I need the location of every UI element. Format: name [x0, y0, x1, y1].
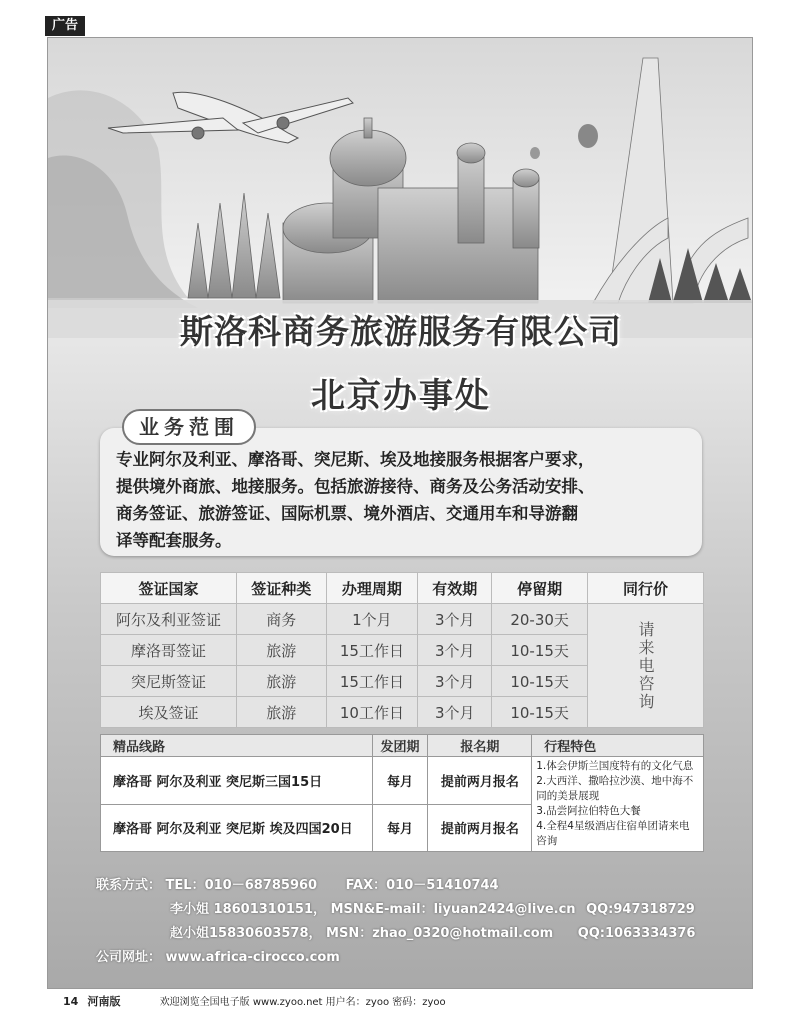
scope-line: 商务签证、旅游签证、国际机票、境外酒店、交通用车和导游翻: [116, 504, 578, 523]
scope-line: 译等配套服务。: [116, 531, 232, 550]
page-footer: [63, 993, 763, 1009]
company-title: 斯洛科商务旅游服务有限公司: [180, 312, 622, 351]
visa-cell: 10-15天: [492, 635, 588, 666]
visa-cell: 3个月: [418, 697, 492, 728]
visa-cell: 1个月: [326, 604, 418, 635]
price-note: 请来电咨询: [587, 604, 703, 728]
contact-tel: TEL：010－68785960: [165, 878, 318, 893]
feature-item: 1.体会伊斯兰国度特有的文化气息: [536, 760, 694, 772]
contact-line-2: 李小姐 18601310151， MSN&E-mail：liyuan2424@live.cn QQ:947318729: [170, 898, 753, 917]
website-label: 公司网址：: [96, 950, 162, 965]
scope-text: [116, 446, 696, 554]
edition-label: 河南版: [87, 995, 121, 1008]
visa-header: 签证国家: [101, 573, 237, 604]
contact-msn: MSN&E-mail：liyuan2424@live.cn: [330, 902, 576, 917]
visa-cell: 阿尔及利亚签证: [101, 604, 237, 635]
route-table: [100, 734, 704, 852]
route-header: 发团期: [372, 735, 428, 757]
contact-fax: FAX：010－51410744: [345, 878, 499, 893]
balloon-icon: [578, 124, 598, 148]
visa-header-row: [101, 573, 704, 604]
route-header: 报名期: [428, 735, 532, 757]
route-header: 行程特色: [532, 735, 704, 757]
visa-table: [100, 572, 704, 728]
visa-cell: 15工作日: [326, 666, 418, 697]
route-cell: 每月: [372, 757, 428, 805]
visa-cell: 3个月: [418, 666, 492, 697]
contact-line-1: [96, 874, 753, 893]
contact-person: 赵小姐15830603578: [170, 926, 309, 941]
route-row: [101, 757, 704, 805]
visa-row: [101, 604, 704, 635]
route-cell: 每月: [372, 804, 428, 852]
hero-image: [48, 38, 753, 338]
visa-cell: 10-15天: [492, 666, 588, 697]
scope-line: 专业阿尔及利亚、摩洛哥、突尼斯、埃及地接服务根据客户要求，: [116, 450, 595, 469]
visa-cell: 突尼斯签证: [101, 666, 237, 697]
footer-text: 欢迎浏览全国电子版 www.zyoo.net 用户名：zyoo 密码：zyoo: [159, 997, 446, 1008]
ad-label: 广告: [45, 16, 85, 36]
route-cell: 提前两月报名: [428, 757, 532, 805]
contact-label: 联系方式：: [96, 878, 162, 893]
route-cell: 提前两月报名: [428, 804, 532, 852]
feature-item: 4.全程4星级酒店住宿单团请来电咨询: [536, 820, 690, 847]
route-features: [532, 757, 704, 852]
feature-item: 3.品尝阿拉伯特色大餐: [536, 805, 641, 817]
route-header: 精品线路: [101, 735, 373, 757]
visa-cell: 旅游: [237, 666, 327, 697]
visa-cell: 商务: [237, 604, 327, 635]
office-title: 北京办事处: [311, 376, 491, 416]
contact-line-3: 赵小姐15830603578， MSN：zhao_0320@hotmail.com QQ:1063334376: [170, 922, 753, 941]
scope-label: 业务范围: [122, 409, 256, 445]
visa-header: 同行价: [587, 573, 703, 604]
route-header-row: [101, 735, 704, 757]
website-link[interactable]: www.africa-cirocco.com: [165, 950, 340, 965]
feature-item: 2.大西洋、撒哈拉沙漠、地中海不同的美景展现: [536, 775, 694, 802]
visa-cell: 10工作日: [326, 697, 418, 728]
visa-cell: 20-30天: [492, 604, 588, 635]
contact-msn: MSN：zhao_0320@hotmail.com: [326, 926, 554, 941]
page-number: 14: [63, 995, 79, 1008]
visa-cell: 3个月: [418, 604, 492, 635]
contact-line-4: [96, 946, 753, 965]
contact-person: 李小姐 18601310151: [170, 902, 314, 917]
visa-cell: 摩洛哥签证: [101, 635, 237, 666]
visa-cell: 15工作日: [326, 635, 418, 666]
visa-cell: 旅游: [237, 635, 327, 666]
route-name: 摩洛哥 阿尔及利亚 突尼斯三国15日: [101, 757, 373, 805]
visa-cell: 3个月: [418, 635, 492, 666]
route-name: 摩洛哥 阿尔及利亚 突尼斯 埃及四国20日: [101, 804, 373, 852]
visa-cell: 10-15天: [492, 697, 588, 728]
contact-qq: QQ:947318729: [586, 902, 695, 917]
visa-header: 办理周期: [326, 573, 418, 604]
visa-header: 停留期: [492, 573, 588, 604]
visa-header: 签证种类: [237, 573, 327, 604]
contact-qq: QQ:1063334376: [577, 926, 696, 941]
visa-cell: 埃及签证: [101, 697, 237, 728]
visa-cell: 旅游: [237, 697, 327, 728]
scope-line: 提供境外商旅、地接服务。包括旅游接待、商务及公务活动安排、: [116, 477, 595, 496]
ad-panel: [47, 37, 753, 989]
visa-header: 有效期: [418, 573, 492, 604]
